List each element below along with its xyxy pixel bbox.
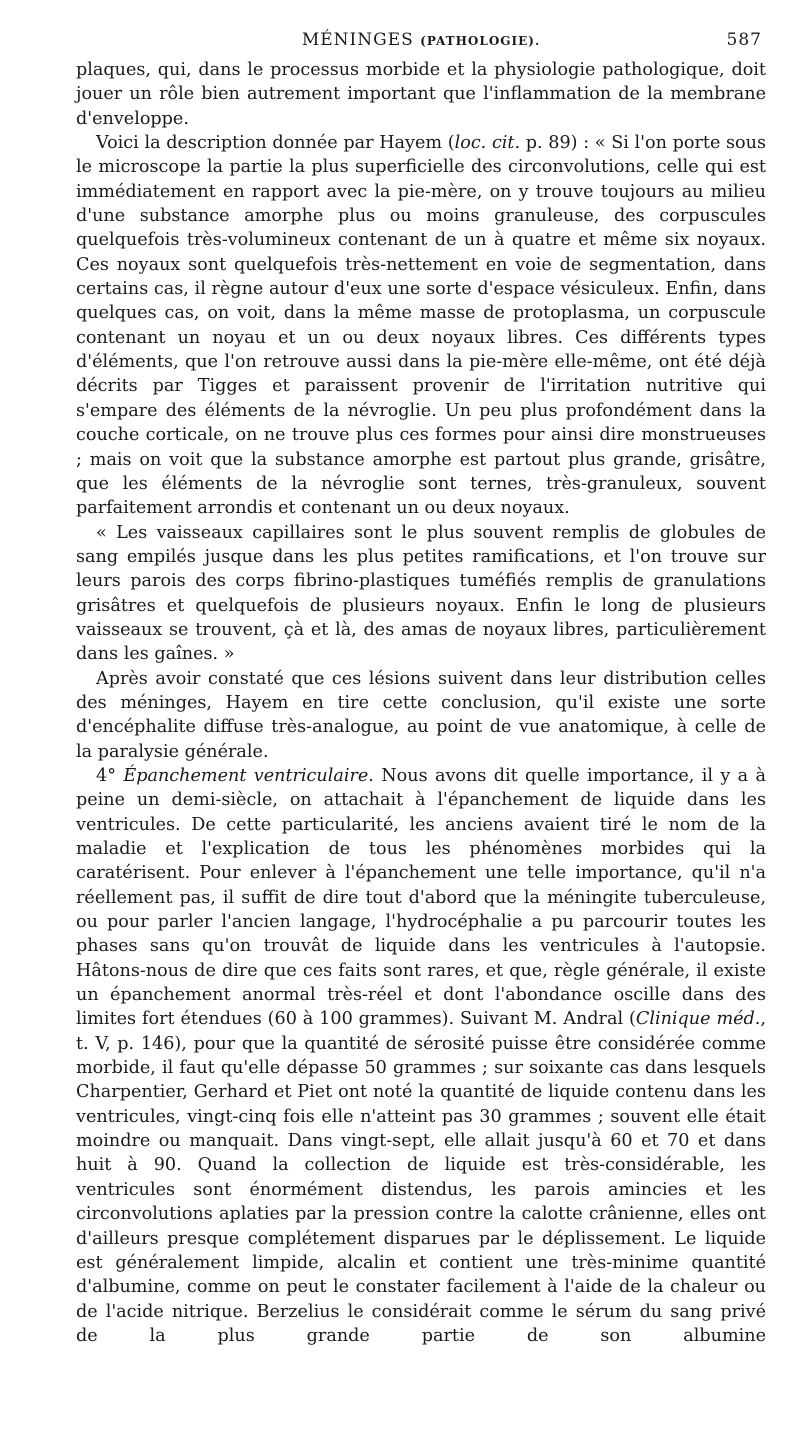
page-number: 587 xyxy=(726,30,762,50)
section-number: 4° xyxy=(96,765,116,786)
section-heading: Épanchement ventriculaire. xyxy=(123,765,374,786)
paragraph-2-intro: Voici la description donnée par Hayem ( xyxy=(96,133,455,154)
paragraph-4-text: Après avoir constaté que ces lésions suivent dans leur distribution celles des méninges, Hayem en tire cette conclusion, qu'il existe une sorte d'encéphalite diffuse très-analogue, au point de vue anatomique, à celle de la paralysie générale. xyxy=(76,668,766,762)
paragraph-3 xyxy=(76,521,766,667)
paragraph-5 xyxy=(76,764,766,1348)
book-page xyxy=(76,30,766,1348)
running-header xyxy=(76,30,766,58)
paragraph-5-text-a: Nous avons dit quelle importance, il y a à peine un demi-siècle, on attachait à l'épanchement de liquide dans les ventricules. De cette particularité, les anciens avaient tiré le nom de la maladie et l'explication de tous les phénomènes morbides qui la caratérisent. Pour enlever à l'épanchement une telle importance, qu'il n'a réellement pas, il suffit de dire tout d'abord que la méningite tuberculeuse, ou pour parler l'ancien langage, l'hydrocéphalie a pu parcourir toutes les phases sans qu'on trouvât de liquide dans les ventricules à l'autopsie. Hâtons-nous de dire que ces faits sont rares, et que, règle générale, il existe un épanchement anormal très-réel et dont l'abondance oscille dans des limites fort étendues (60 à 100 grammes). Suivant M. Andral ( xyxy=(76,765,767,1030)
running-title xyxy=(76,30,766,50)
paragraph-4 xyxy=(76,667,766,764)
paragraph-5-text-b: , t. V, p. 146), pour que la quantité de sérosité puisse être considérée comme morbide, il faut qu'elle dépasse 50 grammes ; sur soixante cas dans lesquels Charpentier, Gerhard et Piet ont noté la quantité de liquide contenu dans les ventricules, vingt-cinq fois elle n'atteint pas 30 grammes ; souvent elle était moindre ou manquait. Dans vingt-sept, elle allait jusqu'à 60 et 70 et dans huit à 90. Quand la collection de liquide est très-considérable, les ventricules sont énormément distendus, les parois amincies et les circonvolutions aplaties par la pression contre la calotte crânienne, elles ont d'ailleurs presque complétement disparues par le déplissement. Le liquide est généralement limpide, alcalin et contient une très-minime quantité d'albumine, comme on peut le constater facilement à l'aide de la chaleur ou de l'acide nitrique. Berzelius le considérait comme le sérum du sang privé de la plus grande partie de son albumine xyxy=(76,1009,766,1346)
paragraph-2 xyxy=(76,131,766,521)
paragraph-1 xyxy=(76,58,766,131)
paragraph-5-citation: Clinique méd. xyxy=(635,1009,761,1030)
paragraph-3-text: « Les vaisseaux capillaires sont le plus souvent remplis de globules de sang empilés jusque dans les plus petites ramifications, et l'on trouve sur leurs parois des corps fibrino-plastiques tuméfiés remplis de granulations grisâtres et quelquefois de plusieurs noyaux. Enfin le long de plusieurs vaisseaux se trouvent, çà et là, des amas de noyaux libres, particulièrement dans les gaînes. » xyxy=(76,522,766,665)
paragraph-1-text: plaques, qui, dans le processus morbide et la physiologie pathologique, doit jouer un rôle bien autrement important que l'inflammation de la membrane d'enveloppe. xyxy=(76,60,766,129)
paragraph-2-text: p. 89) : « Si l'on porte sous le microscope la partie la plus superficielle des circonvolutions, celle qui est immédiatement en rapport avec la pie-mère, on y trouve toujours au milieu d'une substance amorphe plus ou moins granuleuse, des corpuscules quelquefois très-volumineux contenant de un à quatre et même six noyaux. Ces noyaux sont quelquefois très-nettement en voie de segmentation, dans certains cas, il règne autour d'eux une sorte d'espace vésiculeux. Enfin, dans quelques cas, on voit, dans la même masse de protoplasma, un corpuscule contenant un noyau et un ou deux noyaux libres. Ces différents types d'éléments, que l'on retrouve aussi dans la pie-mère elle-même, ont été déjà décrits par Tigges et paraissent provenir de l'irritation nutritive qui s'empare des éléments de la névroglie. Un peu plus profondément dans la couche corticale, on ne trouve plus ces formes pour ainsi dire monstrueuses ; mais on voit que la substance amorphe est partout plus grande, grisâtre, que les éléments de la névroglie sont ternes, très-granuleux, souvent parfaitement arrondis et contenant un ou deux noyaux. xyxy=(76,133,767,519)
running-title-subtitle: (PATHOLOGIE). xyxy=(420,34,541,48)
paragraph-2-citation: loc. cit. xyxy=(454,133,521,154)
body-text xyxy=(76,58,766,1348)
running-title-main: MÉNINGES xyxy=(301,30,414,50)
